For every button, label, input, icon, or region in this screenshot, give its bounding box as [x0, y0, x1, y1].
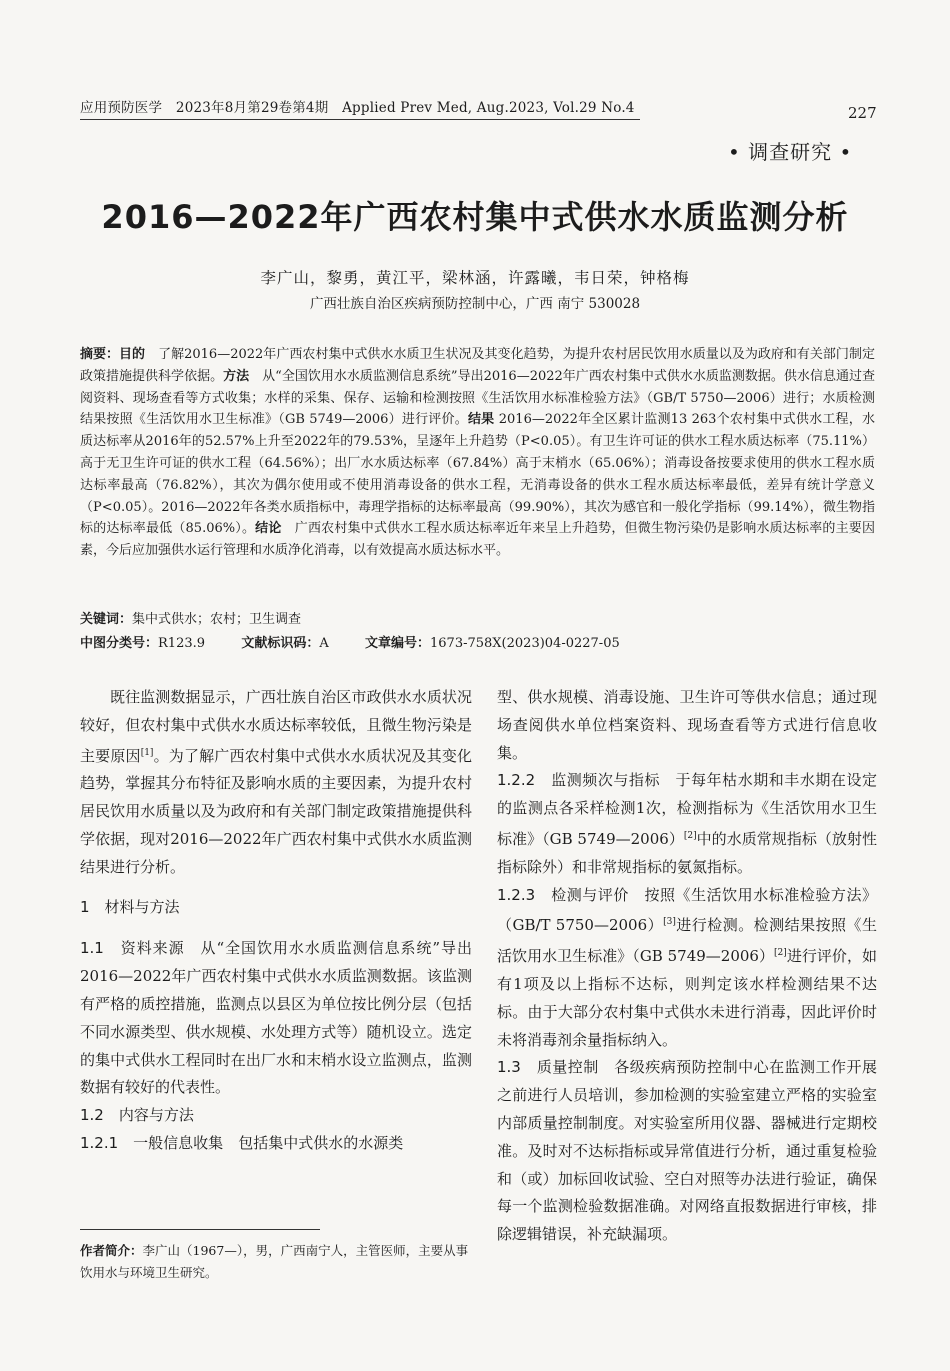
- subsection-1-1: [80, 935, 472, 1102]
- footnote-label: 作者简介：: [80, 1243, 143, 1258]
- author-list: 李广山，黎勇，黄江平，梁林涵，许露曦，韦日荣，钟格梅: [260, 269, 690, 287]
- subsection-1-1-label: 1.1 资料来源: [80, 939, 185, 958]
- subsection-1-2: 1.2 内容与方法: [80, 1106, 194, 1125]
- doc-code-value: A: [319, 636, 329, 651]
- subsection-1-3-text: 各级疾病预防控制中心在监测工作开展之前进行人员培训，参加检测的实验室建立严格的实验室内部质量控制制度。对实验室所用仪器、器械进行定期校准。及时对不达标指标或异常值进行分析，通过重复检验和（或）加标回收试验、空白对照等办法进行验证，确保每一个监测检验数据准确。对网络直报数据进行审核，排除逻辑错误，补充缺漏项。: [497, 1058, 877, 1244]
- author-bio-footnote: [80, 1240, 472, 1284]
- section-heading-1: 1 材料与方法: [80, 897, 180, 916]
- results-label: 结果: [467, 412, 495, 428]
- article-id-label: 文章编号：: [365, 636, 431, 651]
- subsection-1-3-label: 1.3 质量控制: [497, 1058, 599, 1077]
- page-number: 227: [848, 104, 877, 122]
- subsection-1-2-3-text-b: 进行检测。检测结果按照《生活饮用水卫生标准》（GB 5749—2006）: [497, 916, 877, 966]
- subsection-1-2-3-label: 1.2.3 检测与评价: [497, 885, 629, 904]
- subsection-1-2-1-continued: 型、供水规模、消毒设施、卫生许可等供水信息；通过现场查阅供水单位档案资料、现场查看等方式进行信息收集。: [497, 688, 877, 762]
- purpose-text: 了解2016—2022年广西农村集中式供水水质卫生状况及其变化趋势，为提升农村居民饮用水质量以及为政府和有关部门制定政策措施提供科学依据。: [80, 347, 875, 384]
- citation: [2]: [683, 830, 697, 841]
- conclusion-label: 结论: [255, 521, 282, 537]
- subsection-1-2-1: [80, 1130, 472, 1158]
- keywords-label: 关键词：: [80, 612, 133, 627]
- affiliation: 广西壮族自治区疾病预防控制中心，广西 南宁 530028: [309, 296, 641, 312]
- subsection-1-2-2-label: 1.2.2 监测频次与指标: [497, 771, 660, 790]
- citation: [1]: [140, 747, 154, 758]
- subsection-1-2-3-text-a: 按照《生活饮用水标准检验方法》（GB/T 5750—2006）: [497, 885, 877, 935]
- subsection-1-2-3: [497, 882, 877, 1055]
- subsection-1-2-3-text-c: 进行评价，如有1项及以上指标不达标，则判定该水样检测结果不达标。由于大部分农村集中式供水未进行消毒，因此评价时未将消毒剂余量指标纳入。: [497, 947, 877, 1049]
- article-title: 2016—2022年广西农村集中式供水水质监测分析: [101, 198, 849, 236]
- methods-label: 方法: [223, 368, 250, 384]
- footnote-text: 李广山（1967—），男，广西南宁人，主管医师，主要从事饮用水与环境卫生研究。: [80, 1243, 469, 1280]
- citation: [2]: [774, 948, 787, 959]
- intro-text-b: 。为了解广西农村集中式供水水质状况及其变化趋势，掌握其分布特征及影响水质的主要因素，为提升农村居民饮用水质量以及为政府和有关部门制定政策措施提供科学依据，现对2016—2022年广西农村集中式供水水质监测结果进行分析。: [80, 746, 472, 876]
- header-rule: [80, 119, 640, 120]
- classification-line: [80, 632, 880, 651]
- purpose-label: 目的: [119, 347, 146, 362]
- doc-code-label: 文献标识码：: [241, 636, 320, 651]
- footnote-rule: [80, 1229, 320, 1230]
- intro-text-a: 既往监测数据显示，广西壮族自治区市政供水水质状况较好，但农村集中式供水水质达标率较低，且微生物污染是主要原因: [80, 688, 472, 765]
- running-header: 应用预防医学 2023年8月第29卷第4期 Applied Prev Med, Aug.2023, Vol.29 No.4: [80, 100, 635, 116]
- left-column: [80, 684, 472, 1158]
- citation: [3]: [663, 917, 676, 928]
- keywords-text: 集中式供水；农村；卫生调查: [132, 612, 302, 627]
- methods-text: 从“全国饮用水水质监测信息系统”导出2016—2022年广西农村集中式供水水质监测数据。供水信息通过查阅资料、现场查看等方式收集；水样的采集、保存、运输和检测按照《生活饮用水标准检验方法》（GB/T 5750—2006）进行；水质检测结果按照《生活饮用水卫生标准》（GB 5749—2006）进行评价。: [80, 368, 875, 428]
- section-label: • 调查研究 •: [728, 140, 853, 164]
- abstract: [80, 344, 875, 562]
- right-column: [497, 684, 877, 1249]
- subsection-1-3: [497, 1054, 877, 1249]
- article-id-value: 1673-758X(2023)04-0227-05: [430, 636, 620, 651]
- subsection-1-2-2: [497, 767, 877, 881]
- clc-label: 中图分类号：: [80, 636, 159, 651]
- results-text: 2016—2022年全区累计监测13 263个农村集中式供水工程，水质达标率从2016年的52.57%上升至2022年的79.53%，呈逐年上升趋势（P<0.05）。有卫生许可证的供水工程水质达标率（75.11%）高于无卫生许可证的供水工程（64.56%）；出厂水水质达标率（67.84%）高于末梢水（65.06%）；消毒设备按要求使用的供水工程水质达标率最高（76.82%），其次为偶尔使用或不使用消毒设备的供水工程，无消毒设备的供水工程水质达标率最低，差异有统计学意义（P<0.05）。2016—2022年各类水质指标中，毒理学指标的达标率最高（99.90%），其次为感官和一般化学指标（99.14%），微生物指标的达标率最低（85.06%）。: [80, 412, 875, 537]
- keywords-line: [80, 608, 880, 627]
- subsection-1-2-2-text-b: 中的水质常规指标（放射性指标除外）和非常规指标的氨氮指标。: [497, 829, 877, 876]
- conclusion-text: 广西农村集中式供水工程水质达标率近年来呈上升趋势，但微生物污染仍是影响水质达标率的主要因素，今后应加强供水运行管理和水质净化消毒，以有效提高水质达标水平。: [80, 521, 875, 559]
- subsection-1-2-1-text: 包括集中式供水的水源类: [238, 1133, 404, 1152]
- subsection-1-2-1-label: 1.2.1 一般信息收集: [80, 1133, 224, 1152]
- abstract-label: 摘要：: [80, 347, 120, 362]
- subsection-1-1-text: 从“全国饮用水水质监测信息系统”导出2016—2022年广西农村集中式供水水质监测数据。该监测有严格的质控措施，监测点以县区为单位按比例分层（包括不同水源类型、供水规模、水处理方式等）随机设立。选定的集中式供水工程同时在出厂水和末梢水设立监测点，监测数据有较好的代表性。: [80, 939, 472, 1097]
- clc-value: R123.9: [158, 636, 206, 651]
- subsection-1-2-2-text-a: 于每年枯水期和丰水期在设定的监测点各采样检测1次，检测指标为《生活饮用水卫生标准》（GB 5749—2006）: [497, 771, 877, 848]
- intro-paragraph: [80, 684, 472, 882]
